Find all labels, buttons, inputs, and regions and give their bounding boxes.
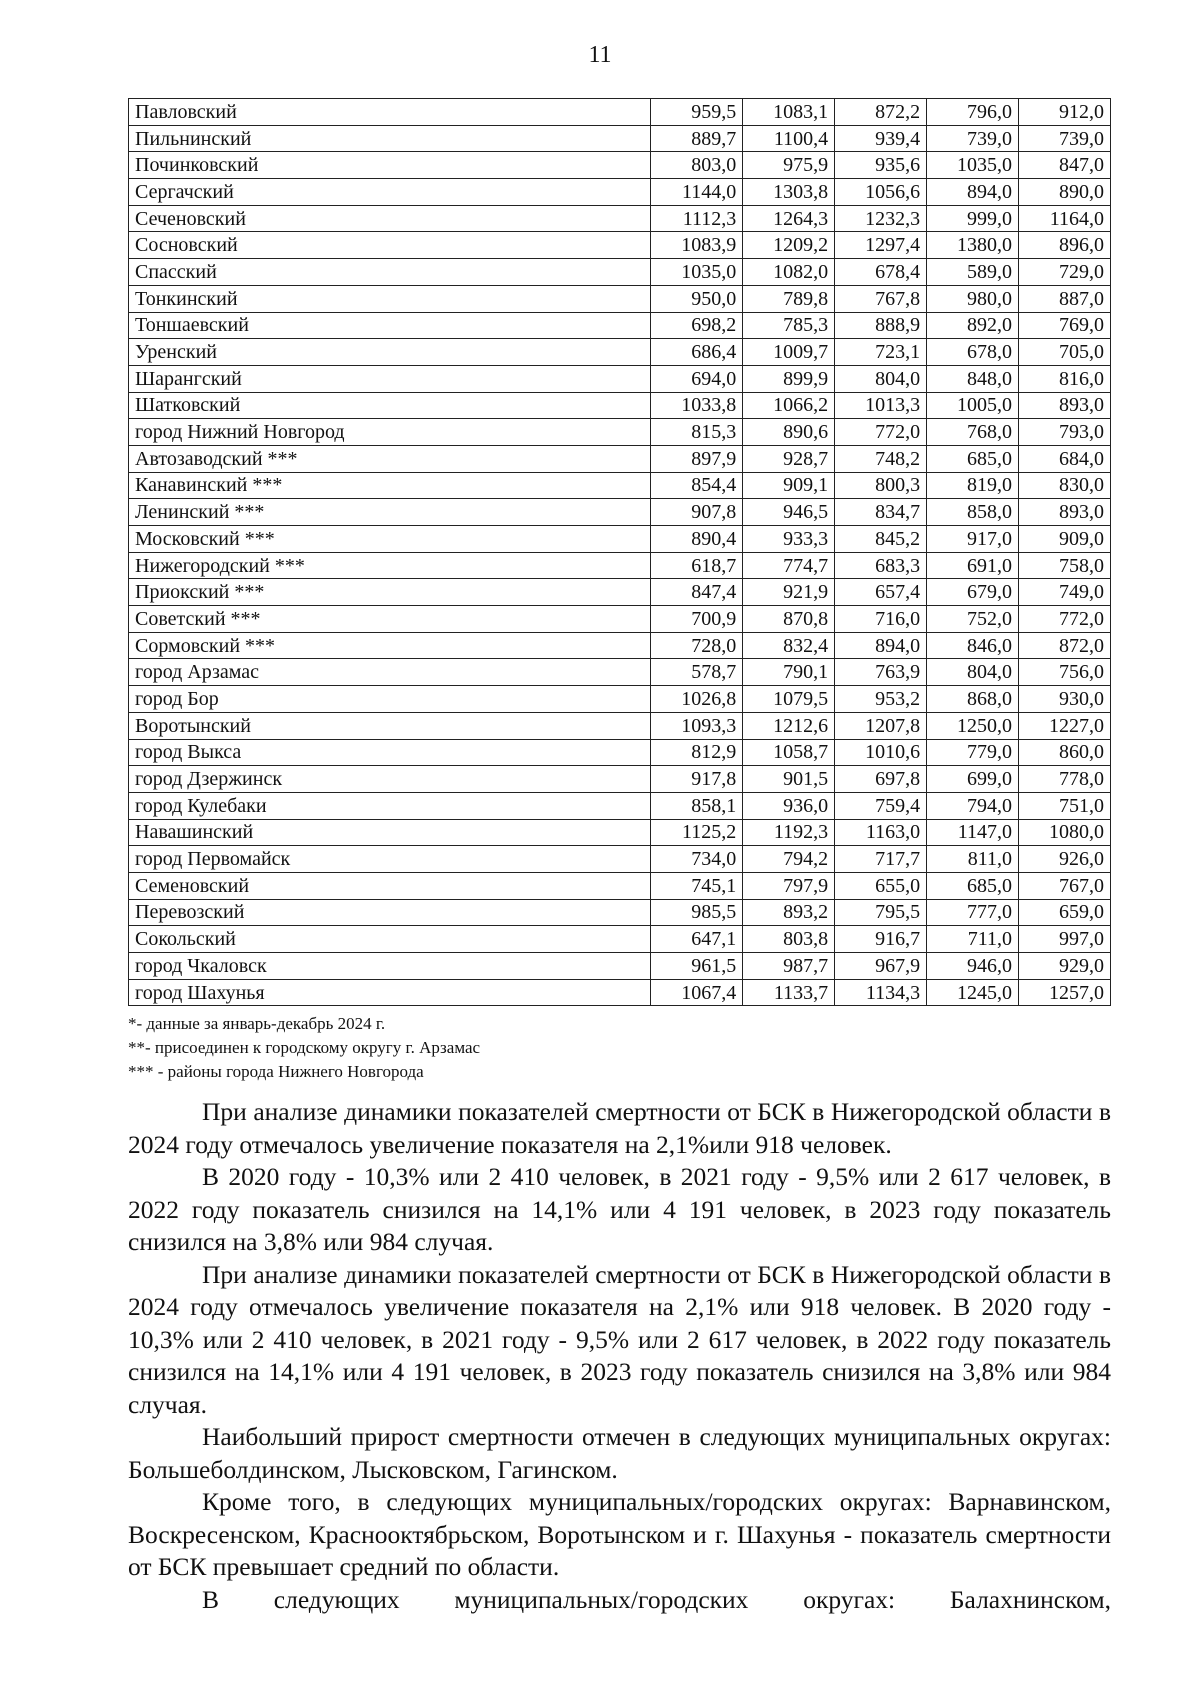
value-cell: 846,0 — [927, 632, 1019, 659]
district-name-cell: Воротынский — [129, 712, 651, 739]
table-row — [129, 472, 1111, 499]
table-row — [129, 632, 1111, 659]
table-row — [129, 205, 1111, 232]
value-cell: 767,8 — [835, 285, 927, 312]
value-cell: 739,0 — [1019, 125, 1111, 152]
value-cell: 1067,4 — [651, 979, 743, 1006]
value-cell: 888,9 — [835, 312, 927, 339]
value-cell: 1100,4 — [743, 125, 835, 152]
value-cell: 999,0 — [927, 205, 1019, 232]
value-cell: 1245,0 — [927, 979, 1019, 1006]
table-row — [129, 712, 1111, 739]
value-cell: 618,7 — [651, 552, 743, 579]
value-cell: 1083,1 — [743, 99, 835, 126]
value-cell: 1026,8 — [651, 686, 743, 713]
value-cell: 748,2 — [835, 445, 927, 472]
value-cell: 751,0 — [1019, 792, 1111, 819]
table-row — [129, 392, 1111, 419]
table-row — [129, 526, 1111, 553]
value-cell: 1112,3 — [651, 205, 743, 232]
page-number: 11 — [588, 42, 612, 68]
value-cell: 796,0 — [927, 99, 1019, 126]
paragraph: Наибольший прирост смертности отмечен в следующих муниципальных округах: Большеболдинском, Лысковском, Гагинском. — [128, 1422, 1111, 1484]
value-cell: 734,0 — [651, 846, 743, 873]
value-cell: 790,1 — [743, 659, 835, 686]
district-name-cell: Тоншаевский — [129, 312, 651, 339]
value-cell: 1212,6 — [743, 712, 835, 739]
value-cell: 1144,0 — [651, 179, 743, 206]
value-cell: 1093,3 — [651, 712, 743, 739]
value-cell: 961,5 — [651, 953, 743, 980]
value-cell: 1083,9 — [651, 232, 743, 259]
district-name-cell: Сормовский *** — [129, 632, 651, 659]
mortality-table — [128, 98, 1111, 1006]
table-row — [129, 125, 1111, 152]
value-cell: 987,7 — [743, 953, 835, 980]
table-row — [129, 99, 1111, 126]
value-cell: 699,0 — [927, 766, 1019, 793]
value-cell: 758,0 — [1019, 552, 1111, 579]
table-row — [129, 285, 1111, 312]
value-cell: 893,2 — [743, 899, 835, 926]
value-cell: 897,9 — [651, 445, 743, 472]
table-row — [129, 259, 1111, 286]
value-cell: 997,0 — [1019, 926, 1111, 953]
table-row — [129, 926, 1111, 953]
table-row — [129, 606, 1111, 633]
value-cell: 739,0 — [927, 125, 1019, 152]
paragraph: В следующих муниципальных/городских округах: Балахнинском, — [202, 1584, 1111, 1614]
value-cell: 683,3 — [835, 552, 927, 579]
value-cell: 928,7 — [743, 445, 835, 472]
value-cell: 1035,0 — [651, 259, 743, 286]
value-cell: 870,8 — [743, 606, 835, 633]
district-name-cell: Уренский — [129, 339, 651, 366]
value-cell: 834,7 — [835, 499, 927, 526]
table-row — [129, 152, 1111, 179]
value-cell: 578,7 — [651, 659, 743, 686]
value-cell: 797,9 — [743, 872, 835, 899]
value-cell: 872,2 — [835, 99, 927, 126]
district-name-cell: Шарангский — [129, 365, 651, 392]
value-cell: 1163,0 — [835, 819, 927, 846]
district-name-cell: Сокольский — [129, 926, 651, 953]
value-cell: 756,0 — [1019, 659, 1111, 686]
table-row — [129, 445, 1111, 472]
value-cell: 921,9 — [743, 579, 835, 606]
value-cell: 1297,4 — [835, 232, 927, 259]
value-cell: 778,0 — [1019, 766, 1111, 793]
value-cell: 769,0 — [1019, 312, 1111, 339]
value-cell: 1134,3 — [835, 979, 927, 1006]
value-cell: 901,5 — [743, 766, 835, 793]
district-name-cell: город Чкаловск — [129, 953, 651, 980]
footnote: *- данные за январь-декабрь 2024 г. — [128, 1014, 386, 1033]
value-cell: 763,9 — [835, 659, 927, 686]
value-cell: 803,8 — [743, 926, 835, 953]
value-cell: 893,0 — [1019, 499, 1111, 526]
value-cell: 909,0 — [1019, 526, 1111, 553]
value-cell: 779,0 — [927, 739, 1019, 766]
table-row — [129, 792, 1111, 819]
table-row — [129, 899, 1111, 926]
table-row — [129, 419, 1111, 446]
table-row — [129, 579, 1111, 606]
value-cell: 1080,0 — [1019, 819, 1111, 846]
value-cell: 759,4 — [835, 792, 927, 819]
value-cell: 795,5 — [835, 899, 927, 926]
value-cell: 909,1 — [743, 472, 835, 499]
value-cell: 868,0 — [927, 686, 1019, 713]
value-cell: 1264,3 — [743, 205, 835, 232]
value-cell: 1066,2 — [743, 392, 835, 419]
district-name-cell: Спасский — [129, 259, 651, 286]
district-name-cell: город Арзамас — [129, 659, 651, 686]
table-row — [129, 365, 1111, 392]
value-cell: 685,0 — [927, 445, 1019, 472]
value-cell: 832,4 — [743, 632, 835, 659]
value-cell: 772,0 — [835, 419, 927, 446]
district-name-cell: Перевозский — [129, 899, 651, 926]
value-cell: 847,0 — [1019, 152, 1111, 179]
value-cell: 686,4 — [651, 339, 743, 366]
value-cell: 1056,6 — [835, 179, 927, 206]
value-cell: 845,2 — [835, 526, 927, 553]
value-cell: 777,0 — [927, 899, 1019, 926]
district-name-cell: город Шахунья — [129, 979, 651, 1006]
district-name-cell: Починковский — [129, 152, 651, 179]
value-cell: 939,4 — [835, 125, 927, 152]
value-cell: 815,3 — [651, 419, 743, 446]
value-cell: 749,0 — [1019, 579, 1111, 606]
value-cell: 1192,3 — [743, 819, 835, 846]
value-cell: 767,0 — [1019, 872, 1111, 899]
value-cell: 1005,0 — [927, 392, 1019, 419]
value-cell: 785,3 — [743, 312, 835, 339]
value-cell: 1303,8 — [743, 179, 835, 206]
value-cell: 803,0 — [651, 152, 743, 179]
district-name-cell: Канавинский *** — [129, 472, 651, 499]
value-cell: 678,4 — [835, 259, 927, 286]
value-cell: 1033,8 — [651, 392, 743, 419]
value-cell: 890,0 — [1019, 179, 1111, 206]
table-row — [129, 739, 1111, 766]
value-cell: 907,8 — [651, 499, 743, 526]
value-cell: 916,7 — [835, 926, 927, 953]
value-cell: 892,0 — [927, 312, 1019, 339]
district-name-cell: город Нижний Новгород — [129, 419, 651, 446]
value-cell: 678,0 — [927, 339, 1019, 366]
district-name-cell: Московский *** — [129, 526, 651, 553]
footnotes — [128, 1012, 480, 1084]
value-cell: 980,0 — [927, 285, 1019, 312]
district-name-cell: Пильнинский — [129, 125, 651, 152]
value-cell: 854,4 — [651, 472, 743, 499]
table-row — [129, 953, 1111, 980]
value-cell: 694,0 — [651, 365, 743, 392]
value-cell: 1257,0 — [1019, 979, 1111, 1006]
value-cell: 929,0 — [1019, 953, 1111, 980]
value-cell: 1013,3 — [835, 392, 927, 419]
value-cell: 858,1 — [651, 792, 743, 819]
district-name-cell: Навашинский — [129, 819, 651, 846]
table-row — [129, 499, 1111, 526]
value-cell: 793,0 — [1019, 419, 1111, 446]
value-cell: 935,6 — [835, 152, 927, 179]
value-cell: 819,0 — [927, 472, 1019, 499]
value-cell: 1133,7 — [743, 979, 835, 1006]
table-row — [129, 552, 1111, 579]
value-cell: 894,0 — [835, 632, 927, 659]
value-cell: 917,8 — [651, 766, 743, 793]
value-cell: 1209,2 — [743, 232, 835, 259]
value-cell: 679,0 — [927, 579, 1019, 606]
value-cell: 848,0 — [927, 365, 1019, 392]
value-cell: 745,1 — [651, 872, 743, 899]
value-cell: 917,0 — [927, 526, 1019, 553]
value-cell: 1232,3 — [835, 205, 927, 232]
district-name-cell: Сеченовский — [129, 205, 651, 232]
footnote: *** - районы города Нижнего Новгорода — [128, 1062, 424, 1081]
value-cell: 794,0 — [927, 792, 1019, 819]
value-cell: 967,9 — [835, 953, 927, 980]
value-cell: 684,0 — [1019, 445, 1111, 472]
table-row — [129, 766, 1111, 793]
value-cell: 789,8 — [743, 285, 835, 312]
table-row — [129, 312, 1111, 339]
paragraph: Кроме того, в следующих муниципальных/городских округах: Варнавинском, Воскресенском, Краснооктябрьском, Воротынском и г. Шахунья - показатель смертности от БСК превышает средний по области. — [128, 1487, 1111, 1581]
paragraph: При анализе динамики показателей смертности от БСК в Нижегородской области в 2024 году отмечалось увеличение показателя на 2,1%или 918 человек. — [128, 1097, 1111, 1159]
value-cell: 887,0 — [1019, 285, 1111, 312]
value-cell: 711,0 — [927, 926, 1019, 953]
table-body — [129, 99, 1111, 1006]
table-row — [129, 979, 1111, 1006]
district-name-cell: Семеновский — [129, 872, 651, 899]
district-name-cell: Советский *** — [129, 606, 651, 633]
value-cell: 926,0 — [1019, 846, 1111, 873]
value-cell: 1035,0 — [927, 152, 1019, 179]
value-cell: 717,7 — [835, 846, 927, 873]
value-cell: 1250,0 — [927, 712, 1019, 739]
value-cell: 893,0 — [1019, 392, 1111, 419]
value-cell: 800,3 — [835, 472, 927, 499]
district-name-cell: Автозаводский *** — [129, 445, 651, 472]
value-cell: 975,9 — [743, 152, 835, 179]
value-cell: 1164,0 — [1019, 205, 1111, 232]
value-cell: 946,5 — [743, 499, 835, 526]
value-cell: 894,0 — [927, 179, 1019, 206]
value-cell: 705,0 — [1019, 339, 1111, 366]
value-cell: 1125,2 — [651, 819, 743, 846]
value-cell: 812,9 — [651, 739, 743, 766]
value-cell: 657,4 — [835, 579, 927, 606]
value-cell: 1380,0 — [927, 232, 1019, 259]
value-cell: 1009,7 — [743, 339, 835, 366]
value-cell: 950,0 — [651, 285, 743, 312]
table-row — [129, 846, 1111, 873]
footnote: **- присоединен к городскому округу г. Арзамас — [128, 1038, 481, 1057]
district-name-cell: Шатковский — [129, 392, 651, 419]
table-row — [129, 686, 1111, 713]
value-cell: 1227,0 — [1019, 712, 1111, 739]
value-cell: 1010,6 — [835, 739, 927, 766]
district-name-cell: Приокский *** — [129, 579, 651, 606]
district-name-cell: город Бор — [129, 686, 651, 713]
district-name-cell: город Выкса — [129, 739, 651, 766]
value-cell: 811,0 — [927, 846, 1019, 873]
district-name-cell: Тонкинский — [129, 285, 651, 312]
district-name-cell: Сергачский — [129, 179, 651, 206]
value-cell: 858,0 — [927, 499, 1019, 526]
value-cell: 804,0 — [835, 365, 927, 392]
value-cell: 716,0 — [835, 606, 927, 633]
value-cell: 847,4 — [651, 579, 743, 606]
value-cell: 1082,0 — [743, 259, 835, 286]
value-cell: 889,7 — [651, 125, 743, 152]
value-cell: 860,0 — [1019, 739, 1111, 766]
value-cell: 723,1 — [835, 339, 927, 366]
value-cell: 1207,8 — [835, 712, 927, 739]
table-row — [129, 659, 1111, 686]
paragraph: В 2020 году - 10,3% или 2 410 человек, в 2021 году - 9,5% или 2 617 человек, в 2022 году показатель снизился на 14,1% или 4 191 человек, в 2023 году показатель снизился на 3,8% или 984 случая. — [128, 1162, 1111, 1256]
district-name-cell: Сосновский — [129, 232, 651, 259]
value-cell: 728,0 — [651, 632, 743, 659]
value-cell: 946,0 — [927, 953, 1019, 980]
value-cell: 589,0 — [927, 259, 1019, 286]
value-cell: 772,0 — [1019, 606, 1111, 633]
district-name-cell: город Первомайск — [129, 846, 651, 873]
table-row — [129, 232, 1111, 259]
value-cell: 933,3 — [743, 526, 835, 553]
value-cell: 804,0 — [927, 659, 1019, 686]
value-cell: 698,2 — [651, 312, 743, 339]
value-cell: 774,7 — [743, 552, 835, 579]
value-cell: 830,0 — [1019, 472, 1111, 499]
value-cell: 794,2 — [743, 846, 835, 873]
table-row — [129, 179, 1111, 206]
table-row — [129, 339, 1111, 366]
table-row — [129, 819, 1111, 846]
value-cell: 872,0 — [1019, 632, 1111, 659]
value-cell: 953,2 — [835, 686, 927, 713]
value-cell: 930,0 — [1019, 686, 1111, 713]
value-cell: 729,0 — [1019, 259, 1111, 286]
table-row — [129, 872, 1111, 899]
value-cell: 655,0 — [835, 872, 927, 899]
value-cell: 1058,7 — [743, 739, 835, 766]
body-text — [128, 1096, 1111, 1616]
value-cell: 700,9 — [651, 606, 743, 633]
district-name-cell: Ленинский *** — [129, 499, 651, 526]
value-cell: 768,0 — [927, 419, 1019, 446]
value-cell: 959,5 — [651, 99, 743, 126]
value-cell: 912,0 — [1019, 99, 1111, 126]
value-cell: 890,4 — [651, 526, 743, 553]
value-cell: 1147,0 — [927, 819, 1019, 846]
value-cell: 985,5 — [651, 899, 743, 926]
value-cell: 647,1 — [651, 926, 743, 953]
district-name-cell: город Кулебаки — [129, 792, 651, 819]
value-cell: 890,6 — [743, 419, 835, 446]
paragraph: При анализе динамики показателей смертности от БСК в Нижегородской области в 2024 году отмечалось увеличение показателя на 2,1% или 918 человек. В 2020 году - 10,3% или 2 410 человек, в 2021 году - 9,5% или 2 617 человек, в 2022 году показатель снизился на 14,1% или 4 191 человек, в 2023 году показатель снизился на 3,8% или 984 случая. — [128, 1259, 1111, 1419]
district-name-cell: Павловский — [129, 99, 651, 126]
value-cell: 659,0 — [1019, 899, 1111, 926]
district-name-cell: город Дзержинск — [129, 766, 651, 793]
value-cell: 896,0 — [1019, 232, 1111, 259]
value-cell: 691,0 — [927, 552, 1019, 579]
value-cell: 936,0 — [743, 792, 835, 819]
district-name-cell: Нижегородский *** — [129, 552, 651, 579]
value-cell: 685,0 — [927, 872, 1019, 899]
value-cell: 752,0 — [927, 606, 1019, 633]
value-cell: 816,0 — [1019, 365, 1111, 392]
value-cell: 899,9 — [743, 365, 835, 392]
value-cell: 697,8 — [835, 766, 927, 793]
value-cell: 1079,5 — [743, 686, 835, 713]
